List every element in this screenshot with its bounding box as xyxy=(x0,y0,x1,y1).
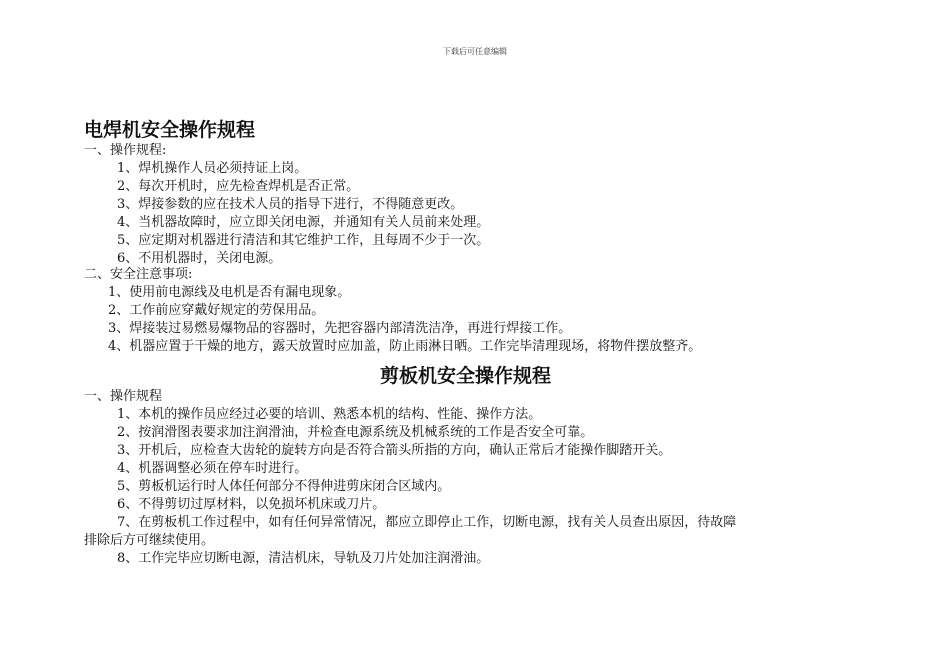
section1-title: 电焊机安全操作规程 xyxy=(84,119,256,141)
section2-item: 6、不得剪切过厚材料，以免损坏机床或刀片。 xyxy=(117,497,386,512)
header-note: 下载后可任意编辑 xyxy=(443,47,507,56)
section2-part1-heading: 一、操作规程 xyxy=(84,389,163,404)
section2-title: 剪板机安全操作规程 xyxy=(380,365,552,387)
section1-part2-item: 1、使用前电源线及电机是否有漏电现象。 xyxy=(108,285,351,300)
section2-item: 3、开机后，应检查大齿轮的旋转方向是否符合箭头所指的方向，确认正常后才能操作脚踏开关。 xyxy=(117,443,672,458)
section2-item: 5、剪板机运行时人体任何部分不得伸进剪床闭合区域内。 xyxy=(117,479,451,494)
section1-part2-heading: 二、安全注意事项: xyxy=(84,267,193,282)
section1-part1-item: 4、当机器故障时，应立即关闭电源，并通知有关人员前来处理。 xyxy=(117,215,490,230)
section1-part1-heading: 一、操作规程: xyxy=(84,143,167,158)
section1-part1-item: 3、焊接参数的应在技术人员的指导下进行，不得随意更改。 xyxy=(117,197,464,212)
section2-item: 2、按润滑图表要求加注润滑油，并检查电源系统及机械系统的工作是否安全可靠。 xyxy=(117,425,594,440)
section2-item: 1、本机的操作员应经过必要的培训、熟悉本机的结构、性能、操作方法。 xyxy=(117,407,542,422)
section2-item-continuation: 排除后方可继续使用。 xyxy=(84,533,215,548)
section1-part2-item: 3、焊接装过易燃易爆物品的容器时，先把容器内部清洗洁净，再进行焊接工作。 xyxy=(108,321,572,336)
section1-part1-item: 5、应定期对机器进行清洁和其它维护工作，且每周不少于一次。 xyxy=(117,233,490,248)
section1-part2-item: 2、工作前应穿戴好规定的劳保用品。 xyxy=(108,303,325,318)
section2-item: 7、在剪板机工作过程中，如有任何异常情况，都应立即停止工作，切断电源，找有关人员查出原因，待故障 xyxy=(117,515,737,530)
section1-part2-item: 4、机器应置于干燥的地方，露天放置时应加盖，防止雨淋日晒。工作完毕清理现场，将物件摆放整齐。 xyxy=(108,339,702,354)
section2-item: 8、工作完毕应切断电源，清洁机床，导轨及刀片处加注润滑油。 xyxy=(117,551,490,566)
section2-item: 4、机器调整必须在停车时进行。 xyxy=(117,461,308,476)
section1-part1-item: 2、每次开机时，应先检查焊机是否正常。 xyxy=(117,179,360,194)
section1-part1-item: 6、不用机器时，关闭电源。 xyxy=(117,251,282,266)
section1-part1-item: 1、焊机操作人员必须持证上岗。 xyxy=(117,161,308,176)
